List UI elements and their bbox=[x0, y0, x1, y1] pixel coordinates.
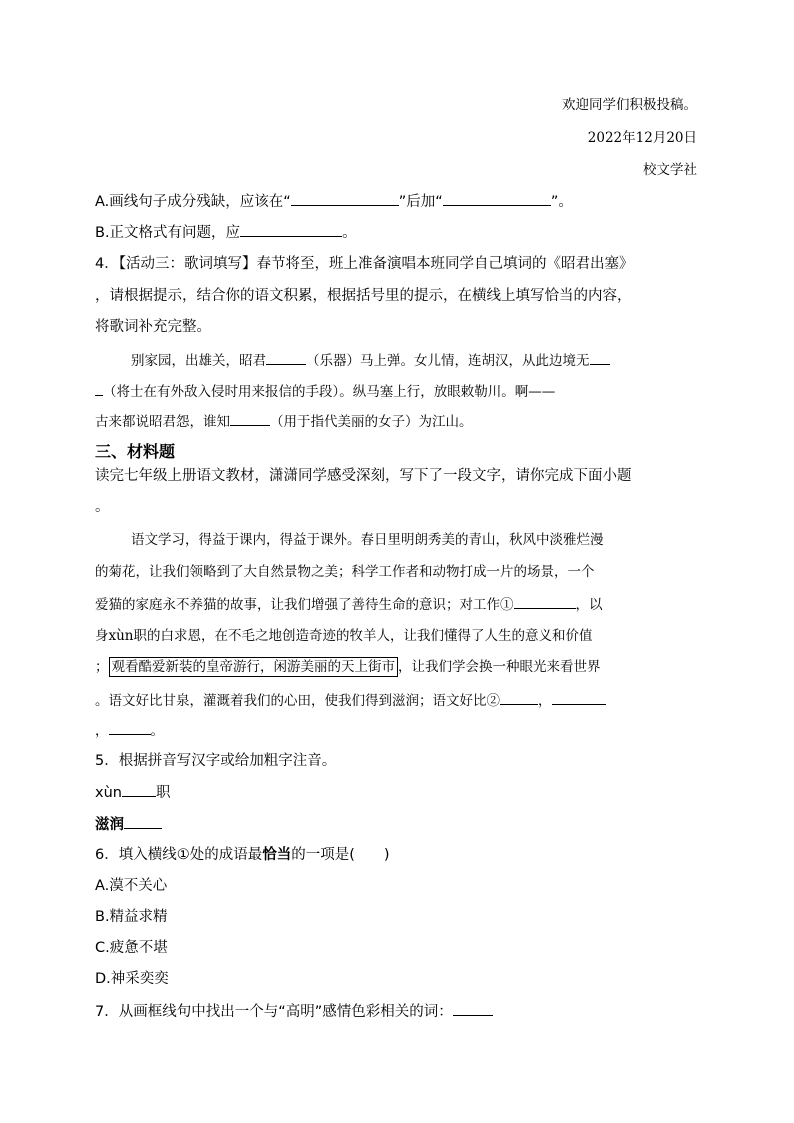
answer-blank[interactable] bbox=[109, 720, 151, 735]
answer-blank[interactable] bbox=[95, 381, 103, 396]
lyric-line-1 bbox=[131, 350, 610, 371]
lyric-line-2 bbox=[95, 381, 555, 402]
answer-blank[interactable] bbox=[230, 411, 270, 426]
q4-line-2: ，请根据提示，结合你的语文积累，根据括号里的提示，在横线上填写恰当的内容， bbox=[95, 288, 632, 304]
q6-option-a[interactable]: A.漠不关心 bbox=[95, 878, 168, 894]
q4-line-1: 4．【活动三：歌词填写】春节将至，班上准备演唱本班同学自己填词的《昭君出塞》 bbox=[95, 256, 634, 272]
lyric-line-3 bbox=[95, 411, 473, 432]
boxed-sentence: 观看酷爱新装的皇帝游行，闲游美丽的天上街市 bbox=[109, 657, 399, 677]
q6-stem-2: 的一项是( ) bbox=[291, 847, 390, 863]
answer-blank[interactable] bbox=[266, 350, 306, 365]
q7-line bbox=[95, 1001, 493, 1022]
section-heading: 三、材料题 bbox=[95, 442, 176, 461]
answer-blank[interactable] bbox=[124, 814, 162, 829]
passage-line-4: 身xùn职的白求恩，在不毛之地创造奇迹的牧羊人，让我们懂得了人生的意义和价值 bbox=[95, 628, 593, 644]
answer-blank[interactable] bbox=[514, 594, 576, 609]
lyric-3-text-1: 古来都说昭君怨，谁知 bbox=[95, 414, 230, 430]
section-intro-1: 读完七年级上册语文教材，潇潇同学感受深刻，写下了一段文字，请你完成下面小题 bbox=[95, 468, 632, 484]
passage-5-text-2: ，让我们学会换一种眼光来看世界 bbox=[398, 659, 601, 675]
answer-blank[interactable] bbox=[453, 1001, 493, 1016]
passage-line-3 bbox=[95, 594, 603, 615]
passage-6-text-1: 。语文好比甘泉，灌溉着我们的心田，使我们得到滋润；语文好比② bbox=[95, 693, 500, 709]
q5-pinyin: xùn bbox=[95, 785, 122, 801]
answer-blank[interactable] bbox=[552, 690, 606, 705]
q6-stem-bold: 恰当 bbox=[262, 847, 292, 863]
option-b-line bbox=[95, 222, 357, 243]
passage-7-text-2: 。 bbox=[150, 723, 164, 739]
answer-blank[interactable] bbox=[291, 191, 399, 206]
q5-item-1 bbox=[95, 782, 170, 803]
answer-blank[interactable] bbox=[500, 690, 538, 705]
q6-stem bbox=[95, 845, 390, 865]
answer-blank[interactable] bbox=[122, 782, 156, 797]
q5-bold-word: 滋润 bbox=[95, 817, 124, 833]
option-a-text-1: A.画线句子成分残缺，应该在“ bbox=[95, 194, 291, 210]
option-a-line bbox=[95, 191, 573, 212]
passage-3-text-2: ，以 bbox=[575, 597, 603, 613]
lyric-3-text-2: （用于指代美丽的女子）为江山。 bbox=[270, 414, 473, 430]
passage-3-text-1: 爱猫的家庭永不养猫的故事，让我们增强了善待生命的意识；对工作① bbox=[95, 597, 514, 613]
answer-blank[interactable] bbox=[443, 191, 551, 206]
passage-line-2: 的菊花，让我们领略到了大自然景物之美；科学工作者和动物打成一片的场景，一个 bbox=[95, 564, 595, 580]
q5-item-2 bbox=[95, 814, 162, 835]
passage-line-5 bbox=[95, 657, 601, 677]
passage-line-1: 语文学习，得益于课内，得益于课外。春日里明朗秀美的青山，秋风中淡雅烂漫 bbox=[131, 532, 604, 548]
option-b-text-2: 。 bbox=[342, 225, 357, 241]
answer-blank[interactable] bbox=[590, 350, 610, 365]
q6-option-c[interactable]: C.疲惫不堪 bbox=[95, 940, 168, 956]
passage-line-7 bbox=[95, 720, 164, 741]
lyric-2-text: （将士在有外敌入侵时用来报信的手段）。纵马塞上行，放眼敕勒川。啊—— bbox=[103, 384, 556, 400]
option-a-text-2: ”后加“ bbox=[398, 194, 443, 210]
passage-5-text-1: ； bbox=[95, 659, 109, 675]
passage-7-text-1: ， bbox=[95, 723, 109, 739]
passage-6-text-2: ， bbox=[538, 693, 552, 709]
section-intro-2: 。 bbox=[95, 499, 110, 515]
q6-stem-1: 6．填入横线①处的成语最 bbox=[95, 847, 263, 863]
option-a-text-3: ”。 bbox=[550, 194, 573, 210]
q6-option-d[interactable]: D.神采奕奕 bbox=[95, 971, 169, 987]
notice-date: 2022年12月20日 bbox=[587, 130, 697, 146]
q7-stem: 7．从画框线句中找出一个与“高明”感情色彩相关的词： bbox=[95, 1004, 453, 1020]
lyric-1-text-2: （乐器）马上弹。女儿情，连胡汉，从此边境无 bbox=[306, 353, 590, 369]
notice-welcome: 欢迎同学们积极投稿。 bbox=[562, 97, 697, 113]
lyric-1-text-1: 别家园，出雄关，昭君 bbox=[131, 353, 266, 369]
q6-option-b[interactable]: B.精益求精 bbox=[95, 909, 168, 925]
answer-blank[interactable] bbox=[240, 222, 342, 237]
q5-stem: 5．根据拼音写汉字或给加粗字注音。 bbox=[95, 753, 337, 769]
notice-org: 校文学社 bbox=[643, 162, 697, 178]
q5-char: 职 bbox=[155, 785, 171, 801]
option-b-text-1: B.正文格式有问题，应 bbox=[95, 225, 241, 241]
q4-line-3: 将歌词补充完整。 bbox=[95, 319, 211, 335]
passage-line-6 bbox=[95, 690, 606, 711]
